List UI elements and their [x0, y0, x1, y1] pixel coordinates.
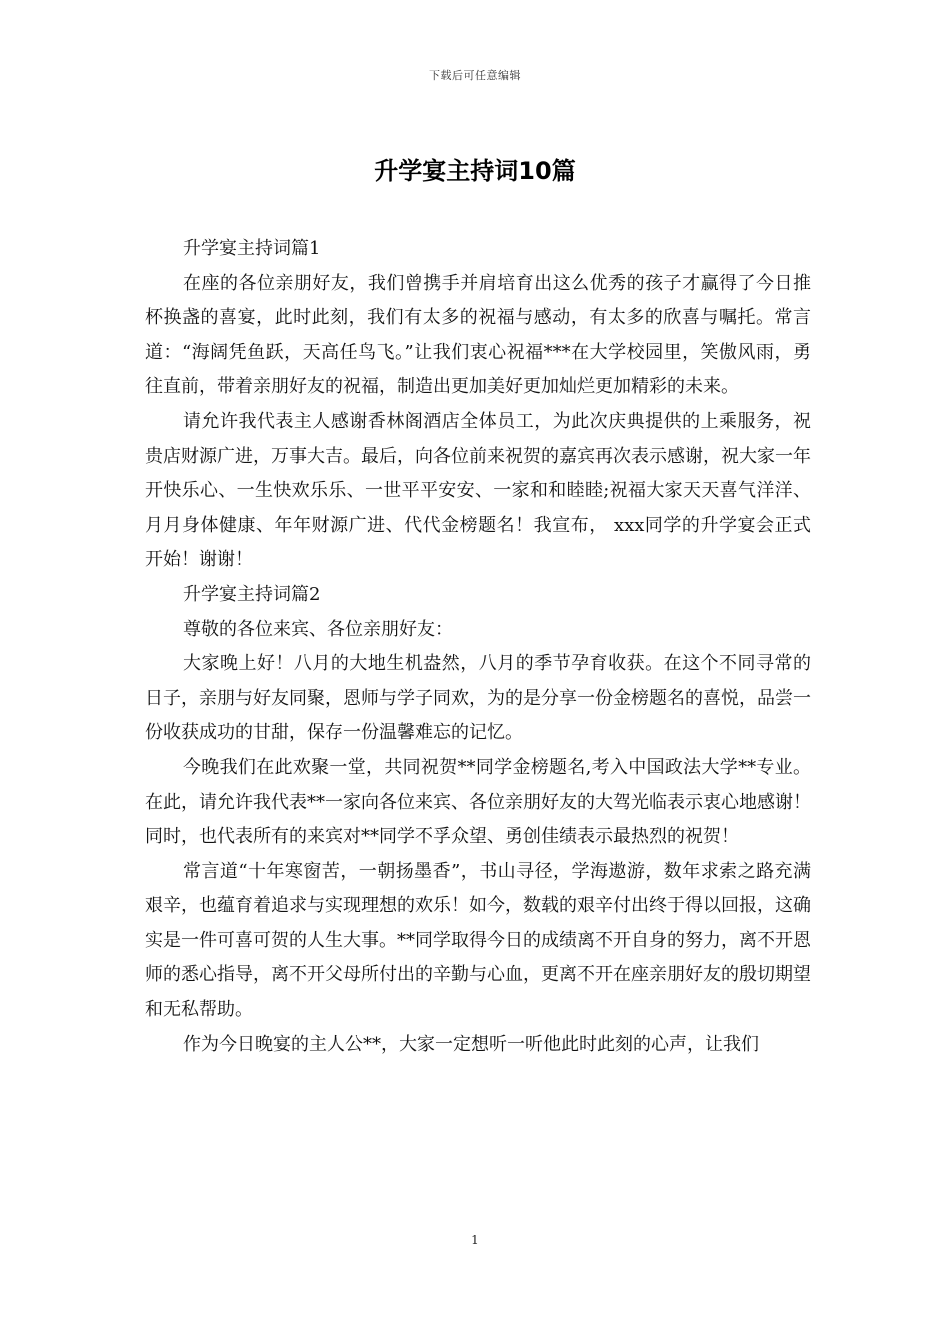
paragraph: 今晚我们在此欢聚一堂，共同祝贺**同学金榜题名,考入中国政法大学**专业。在此，请允许我代表**一家向各位来宾、各位亲朋好友的大驾光临表示衷心地感谢！同时，也代表所有的来宾对**同学不孚众望、勇创佳绩表示最热烈的祝贺！	[145, 756, 811, 848]
document-body	[145, 232, 811, 1062]
paragraph: 在座的各位亲朋好友，我们曾携手并肩培育出这么优秀的孩子才赢得了今日推杯换盏的喜宴，此时此刻，我们有太多的祝福与感动，有太多的欣喜与嘱托。常言道：“海阔凭鱼跃，天高任鸟飞。”让我们衷心祝福***在大学校园里，笑傲风雨，勇往直前，带着亲朋好友的祝福，制造出更加美好更加灿烂更加精彩的未来。	[145, 272, 811, 398]
section-heading-2: 升学宴主持词篇2	[183, 583, 321, 605]
document-title: 升学宴主持词10篇	[374, 157, 576, 185]
paragraph: 大家晚上好！八月的大地生机盎然，八月的季节孕育收获。在这个不同寻常的日子，亲朋与好友同聚，恩师与学子同欢，为的是分享一份金榜题名的喜悦，品尝一份收获成功的甘甜，保存一份温馨难忘的记忆。	[145, 653, 811, 744]
paragraph: 作为今日晚宴的主人公**，大家一定想听一听他此时此刻的心声，让我们	[183, 1033, 759, 1055]
page-number: 1	[471, 1233, 479, 1247]
page-header-note: 下载后可任意编辑	[429, 69, 521, 82]
paragraph: 常言道“十年寒窗苦，一朝扬墨香”，书山寻径，学海遨游，数年求索之路充满艰辛，也蕴育着追求与实现理想的欢乐！如今，数载的艰辛付出终于得以回报，这确实是一件可喜可贺的人生大事。**同学取得今日的成绩离不开自身的努力，离不开恩师的悉心指导，离不开父母所付出的辛勤与心血，更离不开在座亲朋好友的殷切期望和无私帮助。	[145, 860, 811, 1021]
salutation: 尊敬的各位来宾、各位亲朋好友：	[183, 618, 453, 640]
section-heading-1: 升学宴主持词篇1	[183, 238, 321, 259]
paragraph: 请允许我代表主人感谢香林阁酒店全体员工，为此次庆典提供的上乘服务，祝贵店财源广进，万事大吉。最后，向各位前来祝贺的嘉宾再次表示感谢，祝大家一年开快乐心、一生快欢乐乐、一世平平安安、一家和和睦睦;祝福大家天天喜气洋洋、月月身体健康、年年财源广进、代代金榜题名！我宣布， xxx同学的升学宴会正式开始！谢谢！	[145, 410, 811, 571]
